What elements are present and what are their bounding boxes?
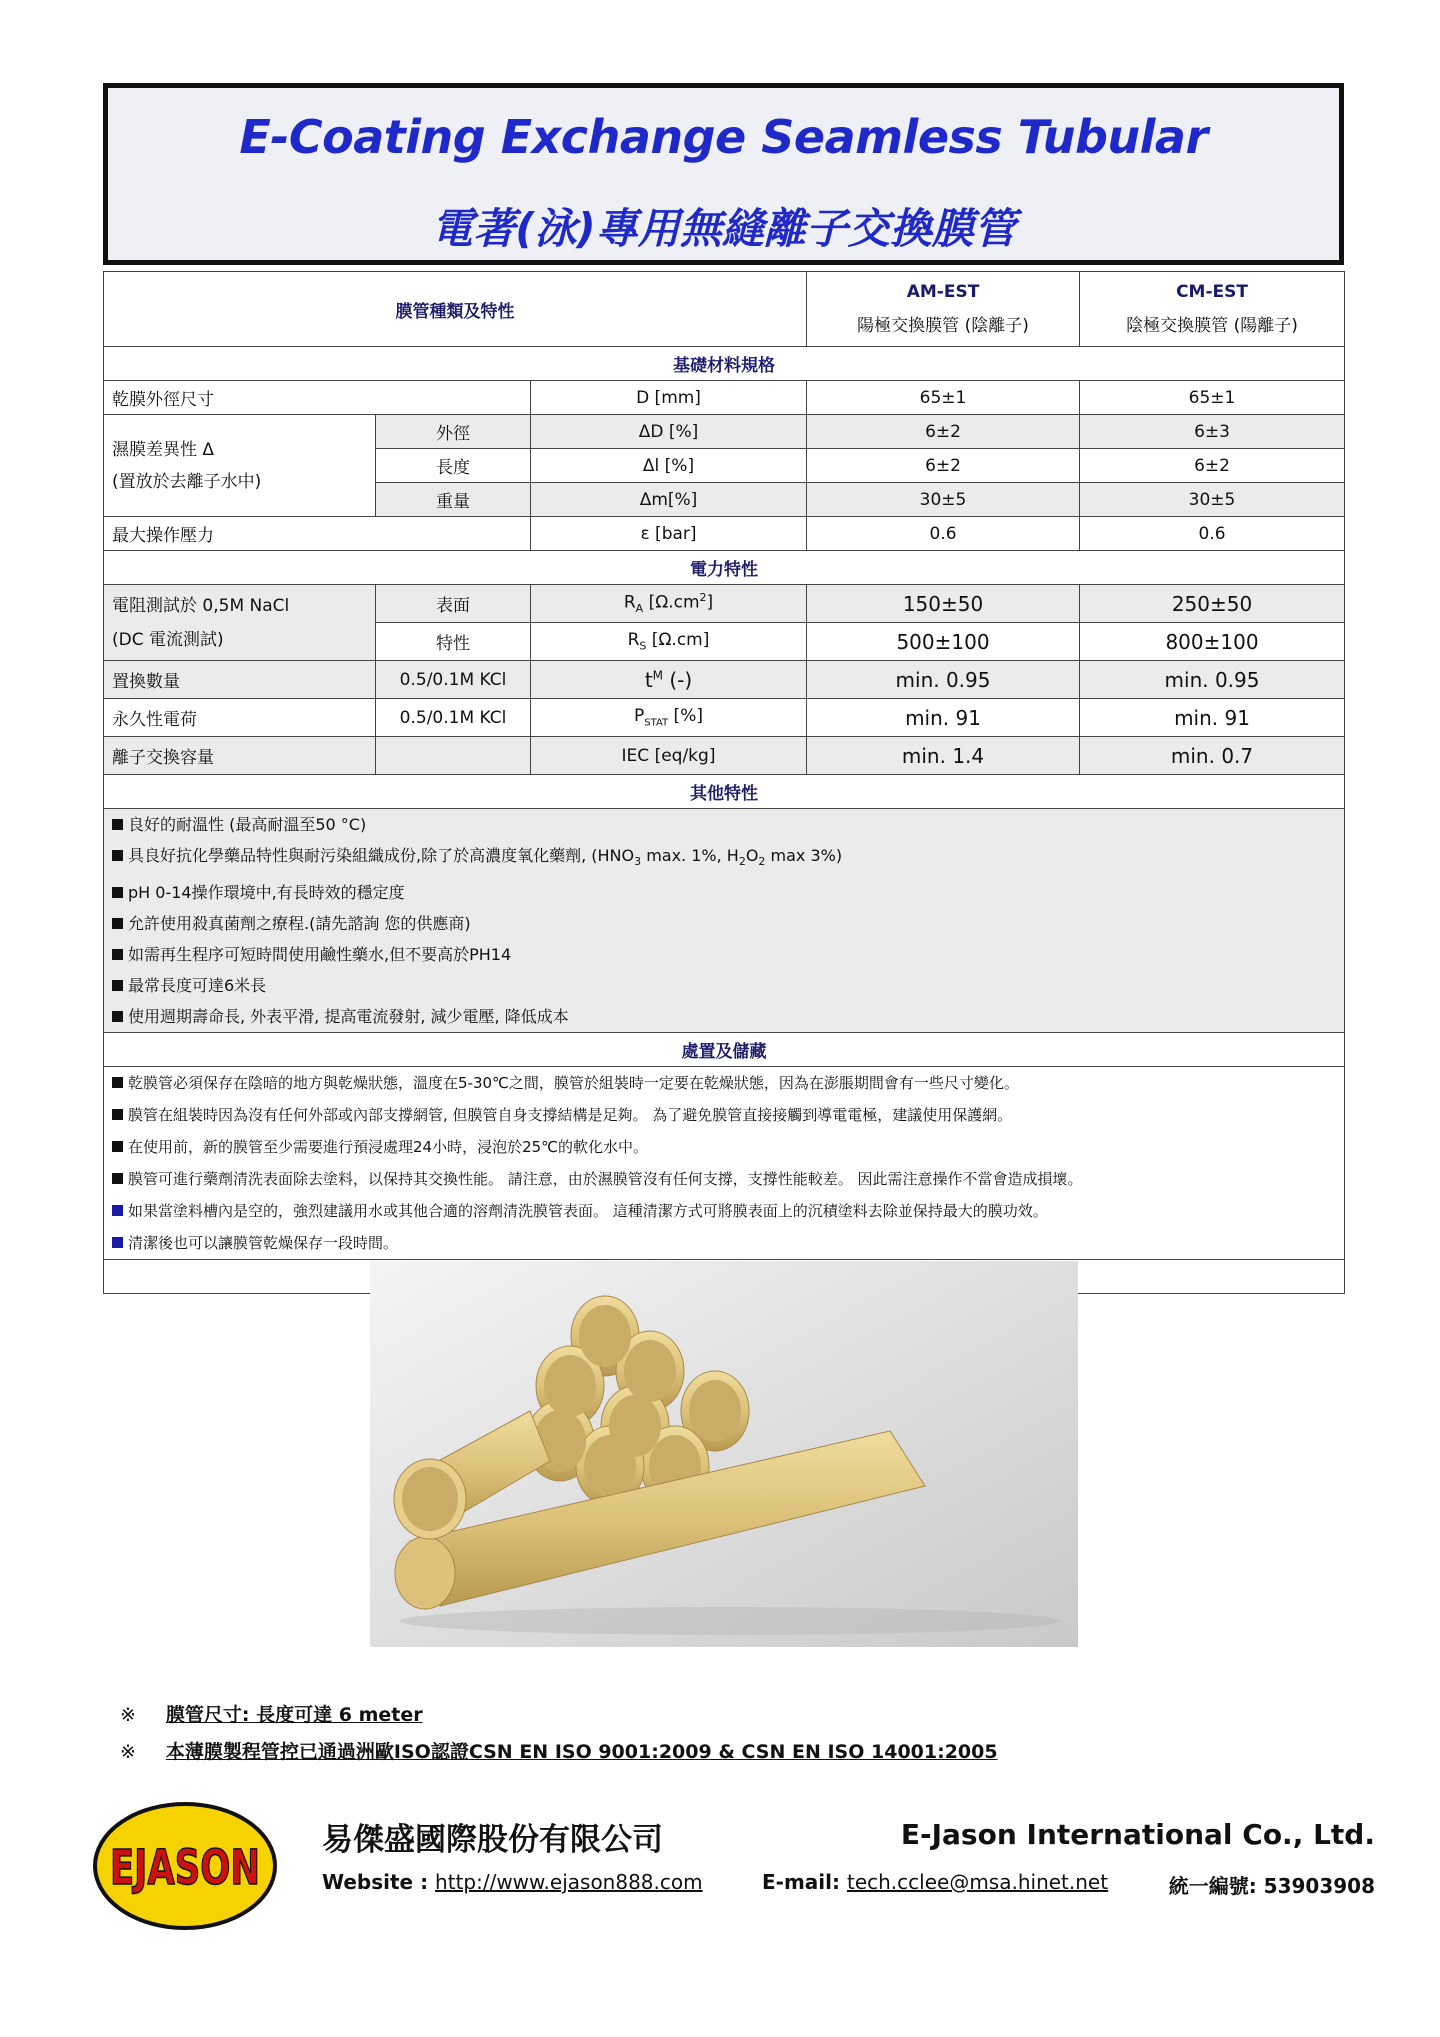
other-item-4: 如需再生程序可短時間使用鹼性藥水,但不要高於PH14	[128, 945, 512, 965]
list-item	[112, 1067, 1336, 1099]
website	[322, 1870, 703, 1894]
iec-label: 離子交換容量	[104, 737, 376, 775]
charge-am: min. 91	[807, 699, 1080, 737]
other-list	[104, 809, 1345, 1033]
website-link[interactable]: http://www.ejason888.com	[435, 1870, 703, 1894]
other-item-1-part-d: O	[745, 846, 759, 865]
section-handling-title: 處置及儲藏	[104, 1033, 1345, 1067]
title-box	[103, 83, 1344, 265]
email	[762, 1870, 1108, 1894]
wet-wt-cm: 30±5	[1080, 483, 1345, 517]
section-basic-title: 基礎材料規格	[104, 347, 1345, 381]
tubes-photo	[370, 1261, 1078, 1647]
spec-table	[103, 271, 1345, 1294]
other-item-1-part-b: max. 1%, H	[641, 846, 739, 865]
charge-cond: 0.5/0.1M KCl	[376, 699, 531, 737]
footnote-mark: ※	[120, 1704, 136, 1726]
other-item-1: 具良好抗化學藥品特性與耐污染組織成份,除了於高濃度氧化藥劑, (HNO	[128, 846, 635, 865]
section-other	[104, 775, 1345, 809]
section-basic	[104, 347, 1345, 381]
iec-cm: min. 0.7	[1080, 737, 1345, 775]
cm-code: CM-EST	[1176, 282, 1248, 302]
bullet-square-icon	[112, 1077, 123, 1088]
other-item-5: 最常長度可達6米長	[128, 976, 267, 996]
outer-dia-cm: 65±1	[1080, 381, 1345, 415]
list-item	[112, 877, 1336, 908]
header-am	[807, 272, 1080, 347]
list-item	[112, 1227, 1336, 1259]
list-item	[112, 970, 1336, 1001]
specific-unit-rest: [Ω.cm]	[646, 630, 710, 651]
footnote-size	[120, 1700, 423, 1727]
bullet-square-icon	[112, 1173, 123, 1184]
header-label: 膜管種類及特性	[104, 272, 807, 347]
bullet-square-icon	[112, 850, 123, 861]
surface-unit-sub: A	[635, 602, 644, 616]
wet-wt-unit: Δm[%]	[531, 483, 807, 517]
section-electric-title: 電力特性	[104, 551, 1345, 585]
footnote-mark: ※	[120, 1741, 136, 1763]
row-res-surface	[104, 585, 1345, 623]
handling-item-3: 膜管可進行藥劑清洗表面除去塗料，以保持其交換性能。 請注意，由於濕膜管沒有任何支撐，支撐性能較差。 因此需注意操作不當會造成損壞。	[128, 1170, 1083, 1189]
iec-am: min. 1.4	[807, 737, 1080, 775]
charge-unit-main: P	[634, 706, 645, 727]
section-other-title: 其他特性	[104, 775, 1345, 809]
charge-unit-rest: [%]	[668, 706, 703, 727]
specific-am: 500±100	[807, 623, 1080, 661]
tax-label: 統一編號:	[1168, 1874, 1257, 1898]
surface-unit-sup: 2	[699, 591, 707, 605]
transfer-cond: 0.5/0.1M KCl	[376, 661, 531, 699]
iec-unit: IEC [eq/kg]	[531, 737, 807, 775]
bullet-square-icon	[112, 980, 123, 991]
am-code: AM-EST	[906, 282, 980, 302]
other-list-cell	[104, 809, 1345, 1033]
pressure-label: 最大操作壓力	[104, 517, 531, 551]
row-pressure	[104, 517, 1345, 551]
list-item	[112, 908, 1336, 939]
specific-unit	[531, 623, 807, 661]
footnote-iso-text: 本薄膜製程管控已通過洲歐ISO認證CSN EN ISO 9001:2009 & CSN EN ISO 14001:2005	[165, 1741, 998, 1763]
outer-dia-am: 65±1	[807, 381, 1080, 415]
transfer-cm: min. 0.95	[1080, 661, 1345, 699]
tax-value: 53903908	[1263, 1874, 1375, 1898]
bullet-square-icon	[112, 1109, 123, 1120]
title-chinese: 電著(泳)專用無縫離子交換膜管	[431, 204, 1016, 253]
specific-cm: 800±100	[1080, 623, 1345, 661]
other-item-6: 使用週期壽命長, 外表平滑, 提高電流發射, 減少電壓, 降低成本	[128, 1007, 569, 1027]
outer-dia-unit: D [mm]	[531, 381, 807, 415]
logo-text: EJASON	[110, 1840, 260, 1896]
specific-unit-sub: S	[639, 639, 647, 653]
email-label: E-mail:	[762, 1870, 841, 1894]
row-wet-diameter	[104, 415, 1345, 449]
wet-len-cm: 6±2	[1080, 449, 1345, 483]
surface-am: 150±50	[807, 585, 1080, 623]
header-row	[104, 272, 1345, 347]
transfer-am: min. 0.95	[807, 661, 1080, 699]
surface-cm: 250±50	[1080, 585, 1345, 623]
list-item	[112, 1195, 1336, 1227]
wet-wt-am: 30±5	[807, 483, 1080, 517]
wet-label-line2: (置放於去離子水中)	[112, 471, 262, 492]
surface-unit-end: ]	[706, 593, 714, 614]
company-name-zh: 易傑盛國際股份有限公司	[322, 1822, 663, 1858]
other-item-1-sub-a: 3	[634, 855, 642, 869]
iec-cond	[376, 737, 531, 775]
other-item-3: 允許使用殺真菌劑之療程.(請先諮詢 您的供應商)	[128, 914, 471, 934]
transfer-unit-main: t	[644, 667, 653, 692]
bullet-square-icon	[112, 949, 123, 960]
bullet-square-icon	[112, 887, 123, 898]
list-item	[112, 809, 1336, 840]
other-item-2: pH 0-14操作環境中,有長時效的穩定度	[128, 883, 405, 903]
title-english: E-Coating Exchange Seamless Tubular	[239, 110, 1208, 164]
handling-item-4: 如果當塗料槽內是空的，強烈建議用水或其他合適的溶劑清洗膜管表面。 這種清潔方式可將膜表面上的沉積塗料去除並保持最大的膜功效。	[128, 1202, 1048, 1221]
charge-unit	[531, 699, 807, 737]
charge-label: 永久性電荷	[104, 699, 376, 737]
row-outer-diameter	[104, 381, 1345, 415]
company-name-en: E-Jason International Co., Ltd.	[900, 1818, 1375, 1851]
section-handling	[104, 1033, 1345, 1067]
row-transfer	[104, 661, 1345, 699]
pressure-am: 0.6	[807, 517, 1080, 551]
bullet-square-icon	[112, 1011, 123, 1022]
row-iec	[104, 737, 1345, 775]
footnote-size-text: 膜管尺寸: 長度可達 6 meter	[165, 1704, 423, 1726]
wet-len-am: 6±2	[807, 449, 1080, 483]
bullet-square-icon	[112, 1141, 123, 1152]
wet-wt-sub: 重量	[376, 483, 531, 517]
section-electric	[104, 551, 1345, 585]
res-label	[104, 585, 376, 661]
am-desc: 陽極交換膜管 (陰離子)	[857, 316, 1029, 336]
surface-unit	[531, 585, 807, 623]
row-charge	[104, 699, 1345, 737]
footnote-iso	[120, 1737, 998, 1764]
wet-dia-am: 6±2	[807, 415, 1080, 449]
wet-dia-unit: ΔD [%]	[531, 415, 807, 449]
specific-unit-main: R	[627, 630, 640, 651]
handling-item-0: 乾膜管必須保存在陰暗的地方與乾燥狀態，溫度在5-30℃之間，膜管於組裝時一定要在乾燥狀態，因為在澎脹期間會有一些尺寸變化。	[128, 1074, 1019, 1093]
list-item	[112, 840, 1336, 877]
transfer-unit	[531, 661, 807, 699]
wet-len-sub: 長度	[376, 449, 531, 483]
tax-id	[1169, 1870, 1375, 1899]
bullet-square-icon	[112, 918, 123, 929]
wet-label	[104, 415, 376, 517]
pressure-unit: ε [bar]	[531, 517, 807, 551]
website-label: Website :	[322, 1870, 429, 1894]
handling-item-5: 清潔後也可以讓膜管乾燥保存一段時間。	[128, 1234, 399, 1253]
specific-sub: 特性	[376, 623, 531, 661]
other-item-1-part-f: max 3%)	[765, 846, 843, 865]
email-link[interactable]: tech.cclee@msa.hinet.net	[846, 1870, 1109, 1894]
surface-unit-main: R	[623, 593, 636, 614]
bullet-square-icon	[112, 819, 123, 830]
outer-dia-label: 乾膜外徑尺寸	[104, 381, 531, 415]
cm-desc: 陰極交換膜管 (陽離子)	[1126, 316, 1298, 336]
bullet-square-blue-icon	[112, 1237, 123, 1248]
list-item	[112, 1131, 1336, 1163]
list-item	[112, 1001, 1336, 1032]
other-item-0: 良好的耐溫性 (最高耐溫至50 °C)	[128, 815, 367, 834]
wet-dia-cm: 6±3	[1080, 415, 1345, 449]
surface-sub: 表面	[376, 585, 531, 623]
handling-list-cell	[104, 1067, 1345, 1260]
transfer-unit-sup: M	[652, 667, 664, 682]
handling-item-1: 膜管在組裝時因為沒有任何外部或內部支撐網管, 但膜管自身支撐結構是足夠。 為了避免膜管直接接觸到導電電極，建議使用保護網。	[128, 1106, 1013, 1125]
other-item-1-sub-c: 2	[738, 855, 746, 869]
wet-len-unit: Δl [%]	[531, 449, 807, 483]
charge-unit-sub: STAT	[644, 717, 669, 729]
wet-dia-sub: 外徑	[376, 415, 531, 449]
res-label-line2: (DC 電流測試)	[112, 629, 224, 650]
transfer-label: 置換數量	[104, 661, 376, 699]
res-label-line1: 電阻測試於 0,5M NaCl	[112, 595, 290, 616]
surface-unit-rest: [Ω.cm	[643, 593, 700, 614]
other-item-1-sub-e: 2	[758, 855, 766, 869]
pressure-cm: 0.6	[1080, 517, 1345, 551]
header-cm	[1080, 272, 1345, 347]
handling-list	[104, 1067, 1345, 1260]
list-item	[112, 1163, 1336, 1195]
wet-label-line1: 濕膜差異性 Δ	[112, 439, 215, 460]
charge-cm: min. 91	[1080, 699, 1345, 737]
list-item	[112, 1099, 1336, 1131]
transfer-unit-rest: (-)	[663, 667, 693, 692]
ejason-logo	[90, 1800, 280, 1932]
handling-item-2: 在使用前，新的膜管至少需要進行預浸處理24小時，浸泡於25℃的軟化水中。	[128, 1138, 649, 1157]
list-item	[112, 939, 1336, 970]
bullet-square-blue-icon	[112, 1205, 123, 1216]
